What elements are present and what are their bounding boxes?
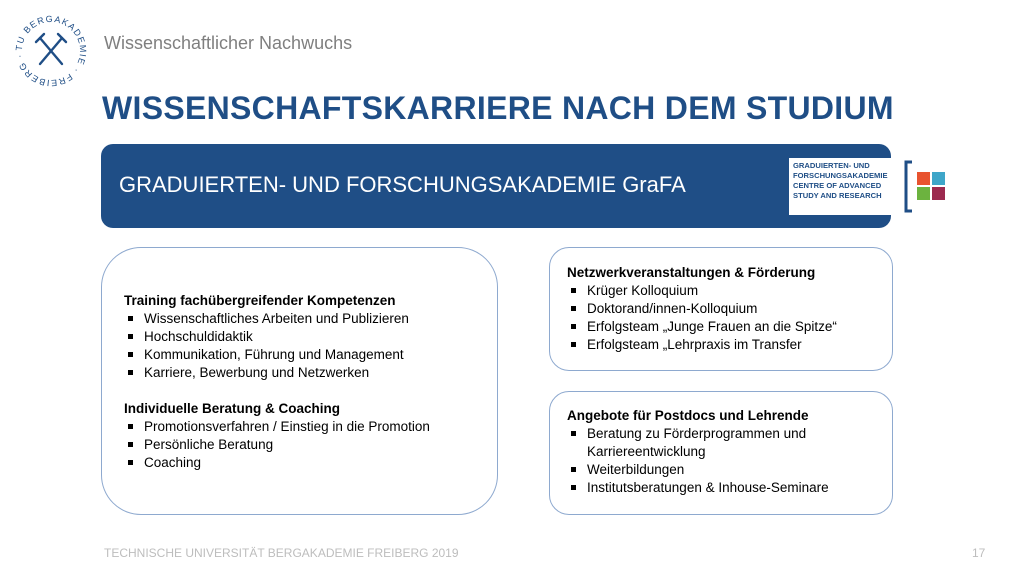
list-item: Weiterbildungen: [567, 461, 867, 479]
list-item: Wissenschaftliches Arbeiten und Publizieren: [124, 310, 409, 328]
training-coaching-panel: [101, 247, 498, 515]
banner-title: GRADUIERTEN- UND FORSCHUNGSAKADEMIE GraFA: [119, 172, 686, 197]
networking-heading: Netzwerkveranstaltungen & Förderung: [567, 265, 816, 280]
page-title: WISSENSCHAFTSKARRIERE NACH DEM STUDIUM: [102, 90, 894, 126]
list-item: Persönliche Beratung: [124, 436, 430, 454]
list-item: Beratung zu Förderprogrammen und Karriereentwicklung: [567, 425, 867, 461]
beratung-section: [124, 400, 430, 472]
list-item: Erfolgsteam „Junge Frauen an die Spitze“: [567, 318, 837, 336]
hammer-and-pick-icon: [36, 34, 66, 64]
postdoc-panel: [549, 391, 893, 515]
beratung-heading: Individuelle Beratung & Coaching: [124, 401, 341, 416]
networking-section: [567, 264, 837, 354]
list-item: Institutsberatungen & Inhouse-Seminare: [567, 479, 867, 497]
logo-text: GRADUIERTEN- UND FORSCHUNGSAKADEMIE CENTRE OF ADVANCED STUDY AND RESEARCH: [793, 161, 888, 200]
postdoc-heading: Angebote für Postdocs und Lehrende: [567, 408, 809, 423]
section-kicker: Wissenschaftlicher Nachwuchs: [104, 33, 353, 53]
list-item: Doktorand/innen-Kolloquium: [567, 300, 837, 318]
page-number: 17: [972, 546, 986, 560]
list-item: Erfolgsteam „Lehrpraxis im Transfer: [567, 336, 837, 354]
list-item: Promotionsverfahren / Einstieg in die Promotion: [124, 418, 430, 436]
list-item: Kommunikation, Führung und Management: [124, 346, 409, 364]
university-seal-logo: [14, 14, 88, 88]
networking-panel: [549, 247, 893, 371]
list-item: Hochschuldidaktik: [124, 328, 409, 346]
postdoc-section: [567, 407, 867, 497]
seal-text: TU BERGAKADEMIE · FREIBERG ·: [14, 14, 88, 88]
list-item: Coaching: [124, 454, 430, 472]
grafa-banner: [101, 144, 891, 228]
training-section: [124, 292, 409, 382]
list-item: Karriere, Bewerbung und Netzwerken: [124, 364, 409, 382]
grafa-squares-icon: [904, 160, 948, 213]
grafa-logo: [789, 158, 951, 215]
training-heading: Training fachübergreifender Kompetenzen: [124, 293, 396, 308]
footer-text: TECHNISCHE UNIVERSITÄT BERGAKADEMIE FREIBERG 2019: [104, 546, 459, 560]
list-item: Krüger Kolloquium: [567, 282, 837, 300]
